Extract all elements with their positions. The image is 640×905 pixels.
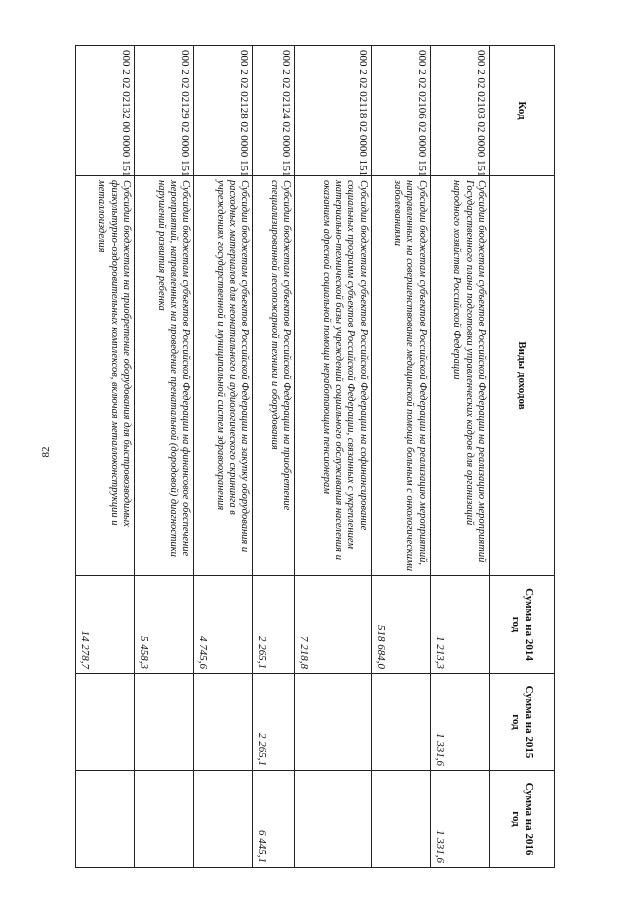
row-2014: 5 458,3 bbox=[135, 576, 194, 674]
row-2016 bbox=[371, 771, 430, 868]
row-2016 bbox=[295, 771, 372, 868]
header-name: Виды доходов bbox=[490, 176, 555, 576]
row-name: Субсидии бюджетам субъектов Российской Федерации на приобретение специализированной лесопожарной техники и оборудования bbox=[253, 176, 295, 576]
table-row bbox=[371, 46, 430, 868]
row-2016 bbox=[76, 771, 135, 868]
table-row bbox=[135, 46, 194, 868]
row-code: 000 2 02 02132 00 0000 151 bbox=[76, 46, 135, 176]
row-code: 000 2 02 02118 02 0000 151 bbox=[295, 46, 372, 176]
header-2015: Сумма на 2015 год bbox=[490, 674, 555, 771]
row-2014: 7 218,8 bbox=[295, 576, 372, 674]
header-2016: Сумма на 2016 год bbox=[490, 771, 555, 868]
row-2015 bbox=[135, 674, 194, 771]
row-2016: 1 331,6 bbox=[430, 771, 489, 868]
row-code: 000 2 02 02129 02 0000 151 bbox=[135, 46, 194, 176]
header-2014: Сумма на 2014 год bbox=[490, 576, 555, 674]
row-code: 000 2 02 02124 02 0000 151 bbox=[253, 46, 295, 176]
header-row bbox=[490, 46, 555, 868]
table-wrapper bbox=[75, 45, 555, 867]
row-2014: 2 265,1 bbox=[253, 576, 295, 674]
row-name: Субсидии бюджетам субъектов Российской Федерации на реализацию мероприятий, направленных на совершенствование медицинской помощи больным с онкологическими заболеваниями bbox=[371, 176, 430, 576]
table-row bbox=[430, 46, 489, 868]
row-2015: 2 265,1 bbox=[253, 674, 295, 771]
row-name: Субсидии бюджетам субъектов Российской Федерации на финансовое обеспечение мероприятий, направленных на проведение пренатальной (дородовой) диагностики нарушений развития ребенка bbox=[135, 176, 194, 576]
row-2015: 1 331,6 bbox=[430, 674, 489, 771]
row-code: 000 2 02 02128 02 0000 151 bbox=[194, 46, 253, 176]
header-code: Код bbox=[490, 46, 555, 176]
row-2014: 1 213,3 bbox=[430, 576, 489, 674]
row-2015 bbox=[194, 674, 253, 771]
revenue-table bbox=[75, 45, 555, 868]
table-row bbox=[295, 46, 372, 868]
row-code: 000 2 02 02103 02 0000 151 bbox=[430, 46, 489, 176]
row-name: Субсидии бюджетам субъектов Российской Федерации на закупку оборудования и расходных материалов для неонатального и аудиологического скрининга в учреждениях государственной и муниципальной систем здравоохранения bbox=[194, 176, 253, 576]
row-2016 bbox=[135, 771, 194, 868]
table-row bbox=[194, 46, 253, 868]
row-name: Субсидии бюджетам субъектов Российской Федерации на софинансирование социальных программ субъектов Российской Федерации, связанных с укреплением материально-технической базы учреждений социального обслуживания населения и оказанием адресной социальной помощи неработающим пенсионерам bbox=[295, 176, 372, 576]
rotated-table-container bbox=[75, 45, 555, 867]
row-2015 bbox=[76, 674, 135, 771]
row-2015 bbox=[295, 674, 372, 771]
row-code: 000 2 02 02106 02 0000 151 bbox=[371, 46, 430, 176]
row-2014: 4 745,6 bbox=[194, 576, 253, 674]
row-2016 bbox=[194, 771, 253, 868]
table-row bbox=[76, 46, 135, 868]
page-number: 82 bbox=[40, 446, 52, 458]
table-row bbox=[253, 46, 295, 868]
row-name: Субсидии бюджетам субъектов Российской Федерации на реализацию мероприятий Государственного плана подготовки управленческих кадров для организаций народного хозяйства Российской Федерации bbox=[430, 176, 489, 576]
row-2014: 14 278,7 bbox=[76, 576, 135, 674]
row-2014: 518 684,0 bbox=[371, 576, 430, 674]
row-name: Субсидии бюджетам на приобретение оборудования для быстровозводимых физкультурно-оздоровительных комплексов, включая металлоконструкции и металлоизделия bbox=[76, 176, 135, 576]
row-2016: 6 445,1 bbox=[253, 771, 295, 868]
row-2015 bbox=[371, 674, 430, 771]
